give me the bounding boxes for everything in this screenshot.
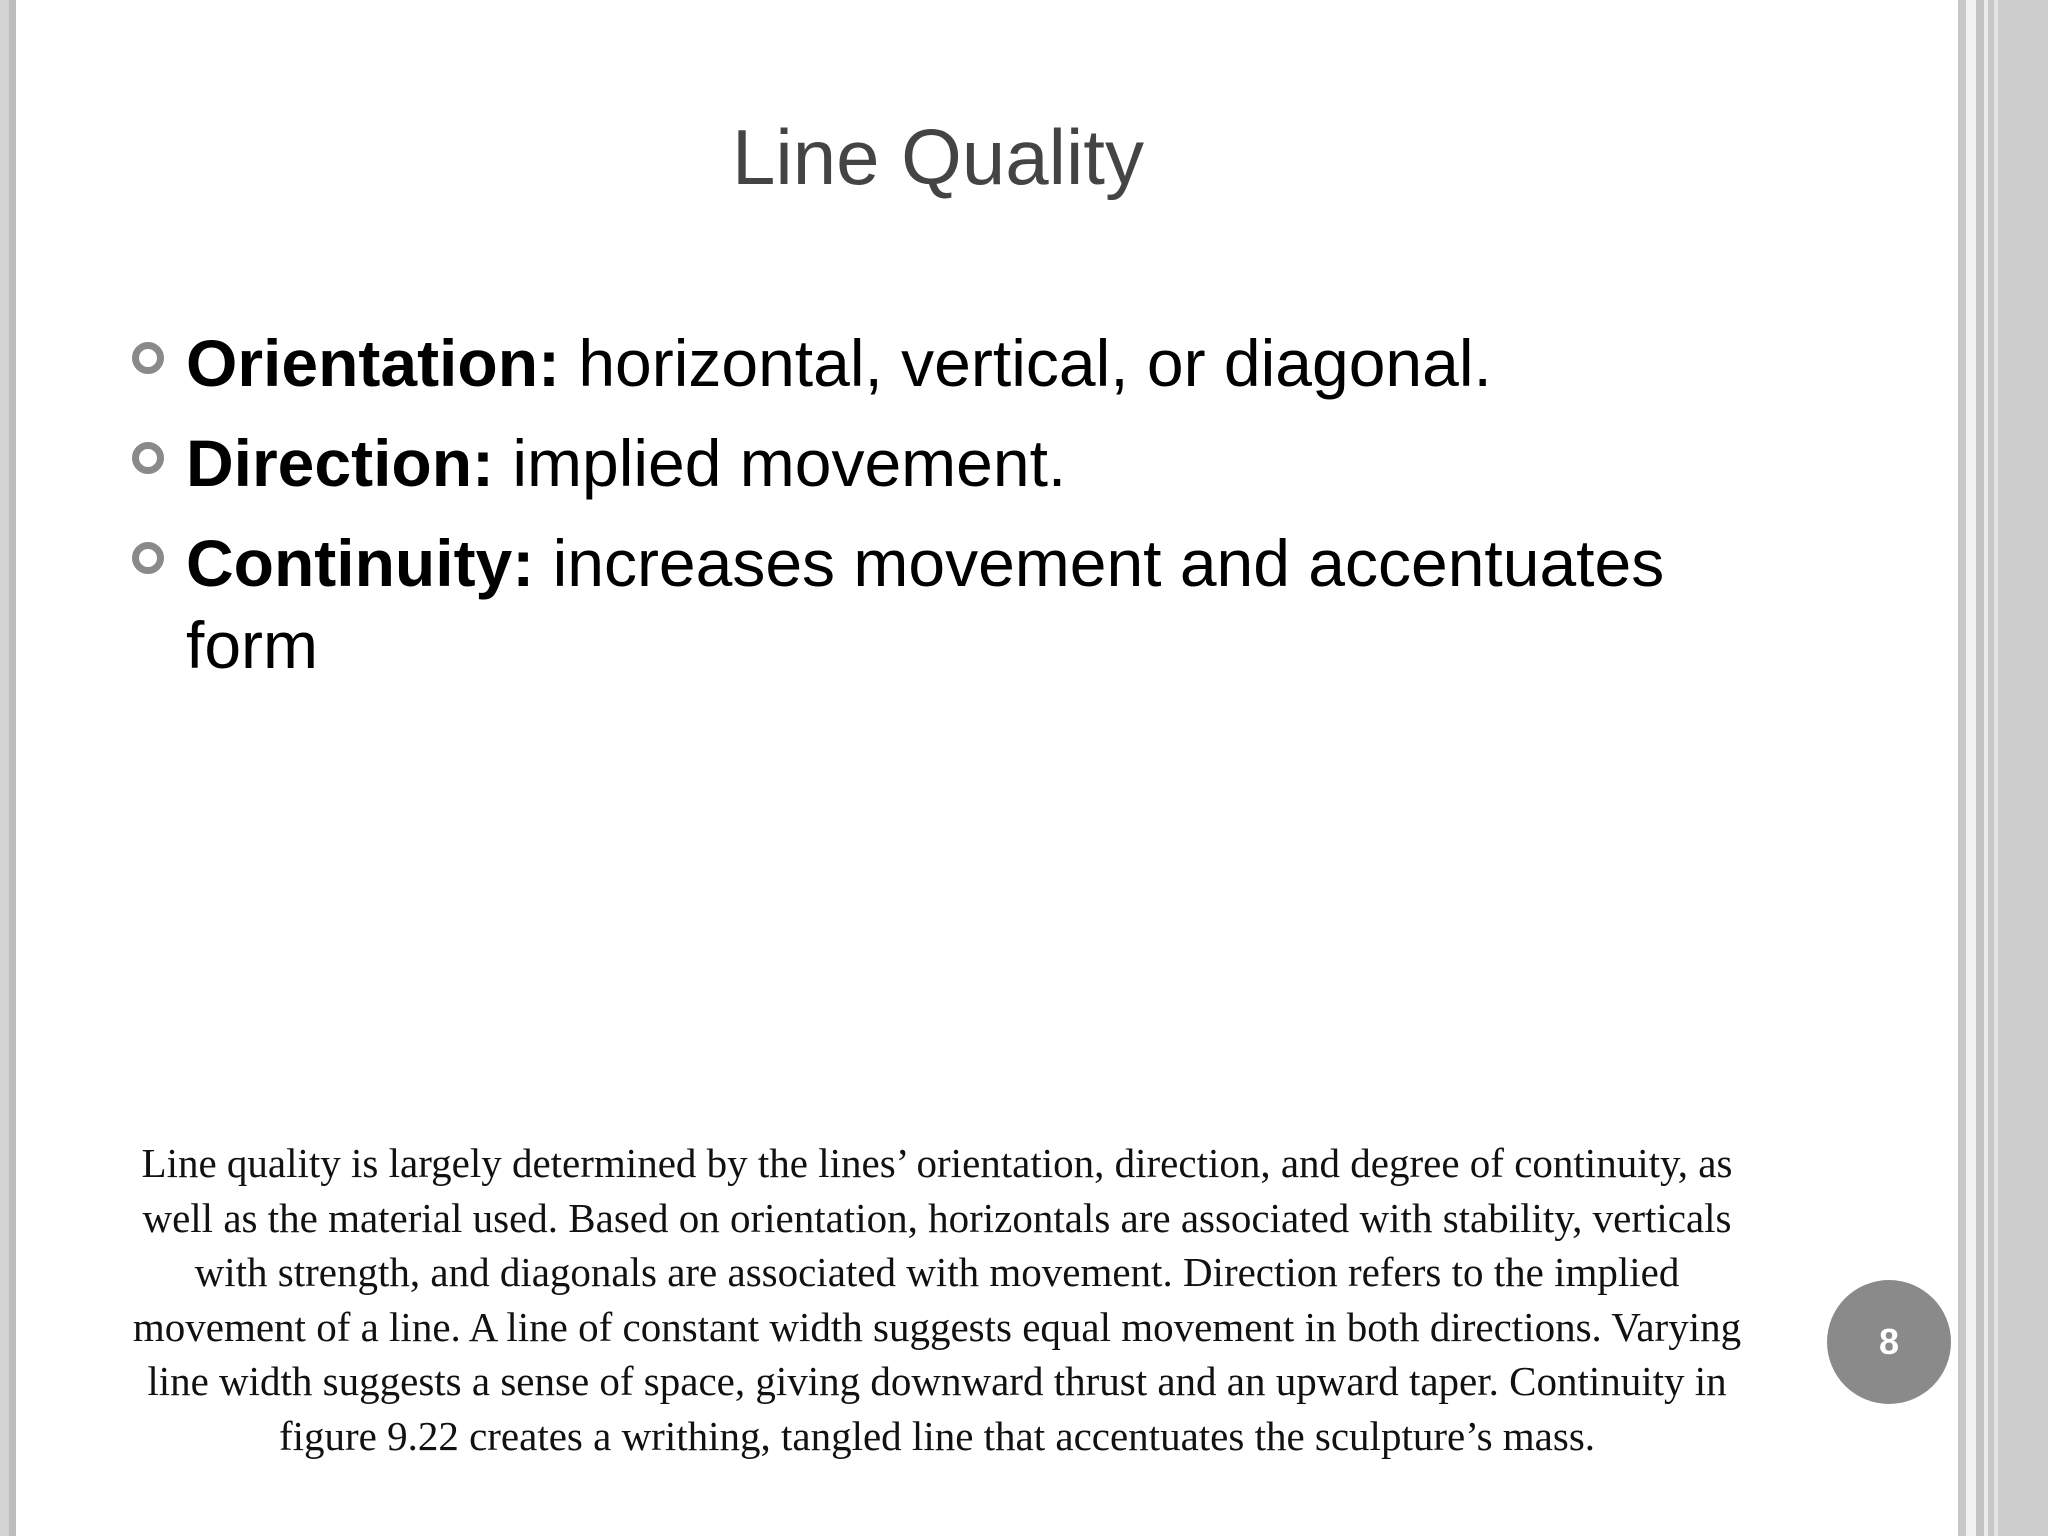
notes-line: line width suggests a sense of space, giving downward thrust and an upward taper. Continuity in	[147, 1358, 1727, 1404]
right-border	[1998, 0, 2048, 1536]
bullet-item	[128, 422, 1768, 504]
bullet-icon	[132, 342, 164, 374]
bullet-term: Orientation:	[186, 326, 560, 400]
bullet-item	[128, 322, 1768, 404]
page-number: 8	[1878, 1321, 1900, 1362]
notes-line: figure 9.22 creates a writhing, tangled line that accentuates the sculpture’s mass.	[278, 1412, 1596, 1459]
left-border	[0, 0, 9, 1536]
right-border	[1976, 0, 1984, 1536]
bullet-icon	[132, 542, 164, 574]
slide-notes	[22, 1136, 1852, 1463]
slide-title: Line Quality	[732, 113, 1144, 201]
bullet-item	[128, 522, 1768, 686]
bullet-list	[128, 322, 1768, 704]
notes-line: Line quality is largely determined by the lines’ orientation, direction, and degree of continuity, as	[141, 1140, 1733, 1186]
notes-line: movement of a line. A line of constant width suggests equal movement in both directions. Varying	[132, 1303, 1742, 1350]
bullet-term: Continuity:	[186, 526, 535, 600]
bullet-text: implied movement.	[494, 426, 1067, 500]
right-border	[1966, 0, 1976, 1536]
right-border	[1958, 0, 1966, 1536]
bullet-text: horizontal, vertical, or diagonal.	[560, 326, 1492, 400]
left-border-inner	[9, 0, 16, 1536]
bullet-icon	[132, 442, 164, 474]
page-number-badge	[1827, 1280, 1951, 1404]
bullet-term: Direction:	[186, 426, 495, 500]
bullet-text: increases movement and accentuates form	[186, 526, 1665, 682]
notes-line: with strength, and diagonals are associated with movement. Direction refers to the implied	[194, 1249, 1680, 1295]
notes-line: well as the material used. Based on orientation, horizontals are associated with stability, verticals	[142, 1194, 1732, 1241]
